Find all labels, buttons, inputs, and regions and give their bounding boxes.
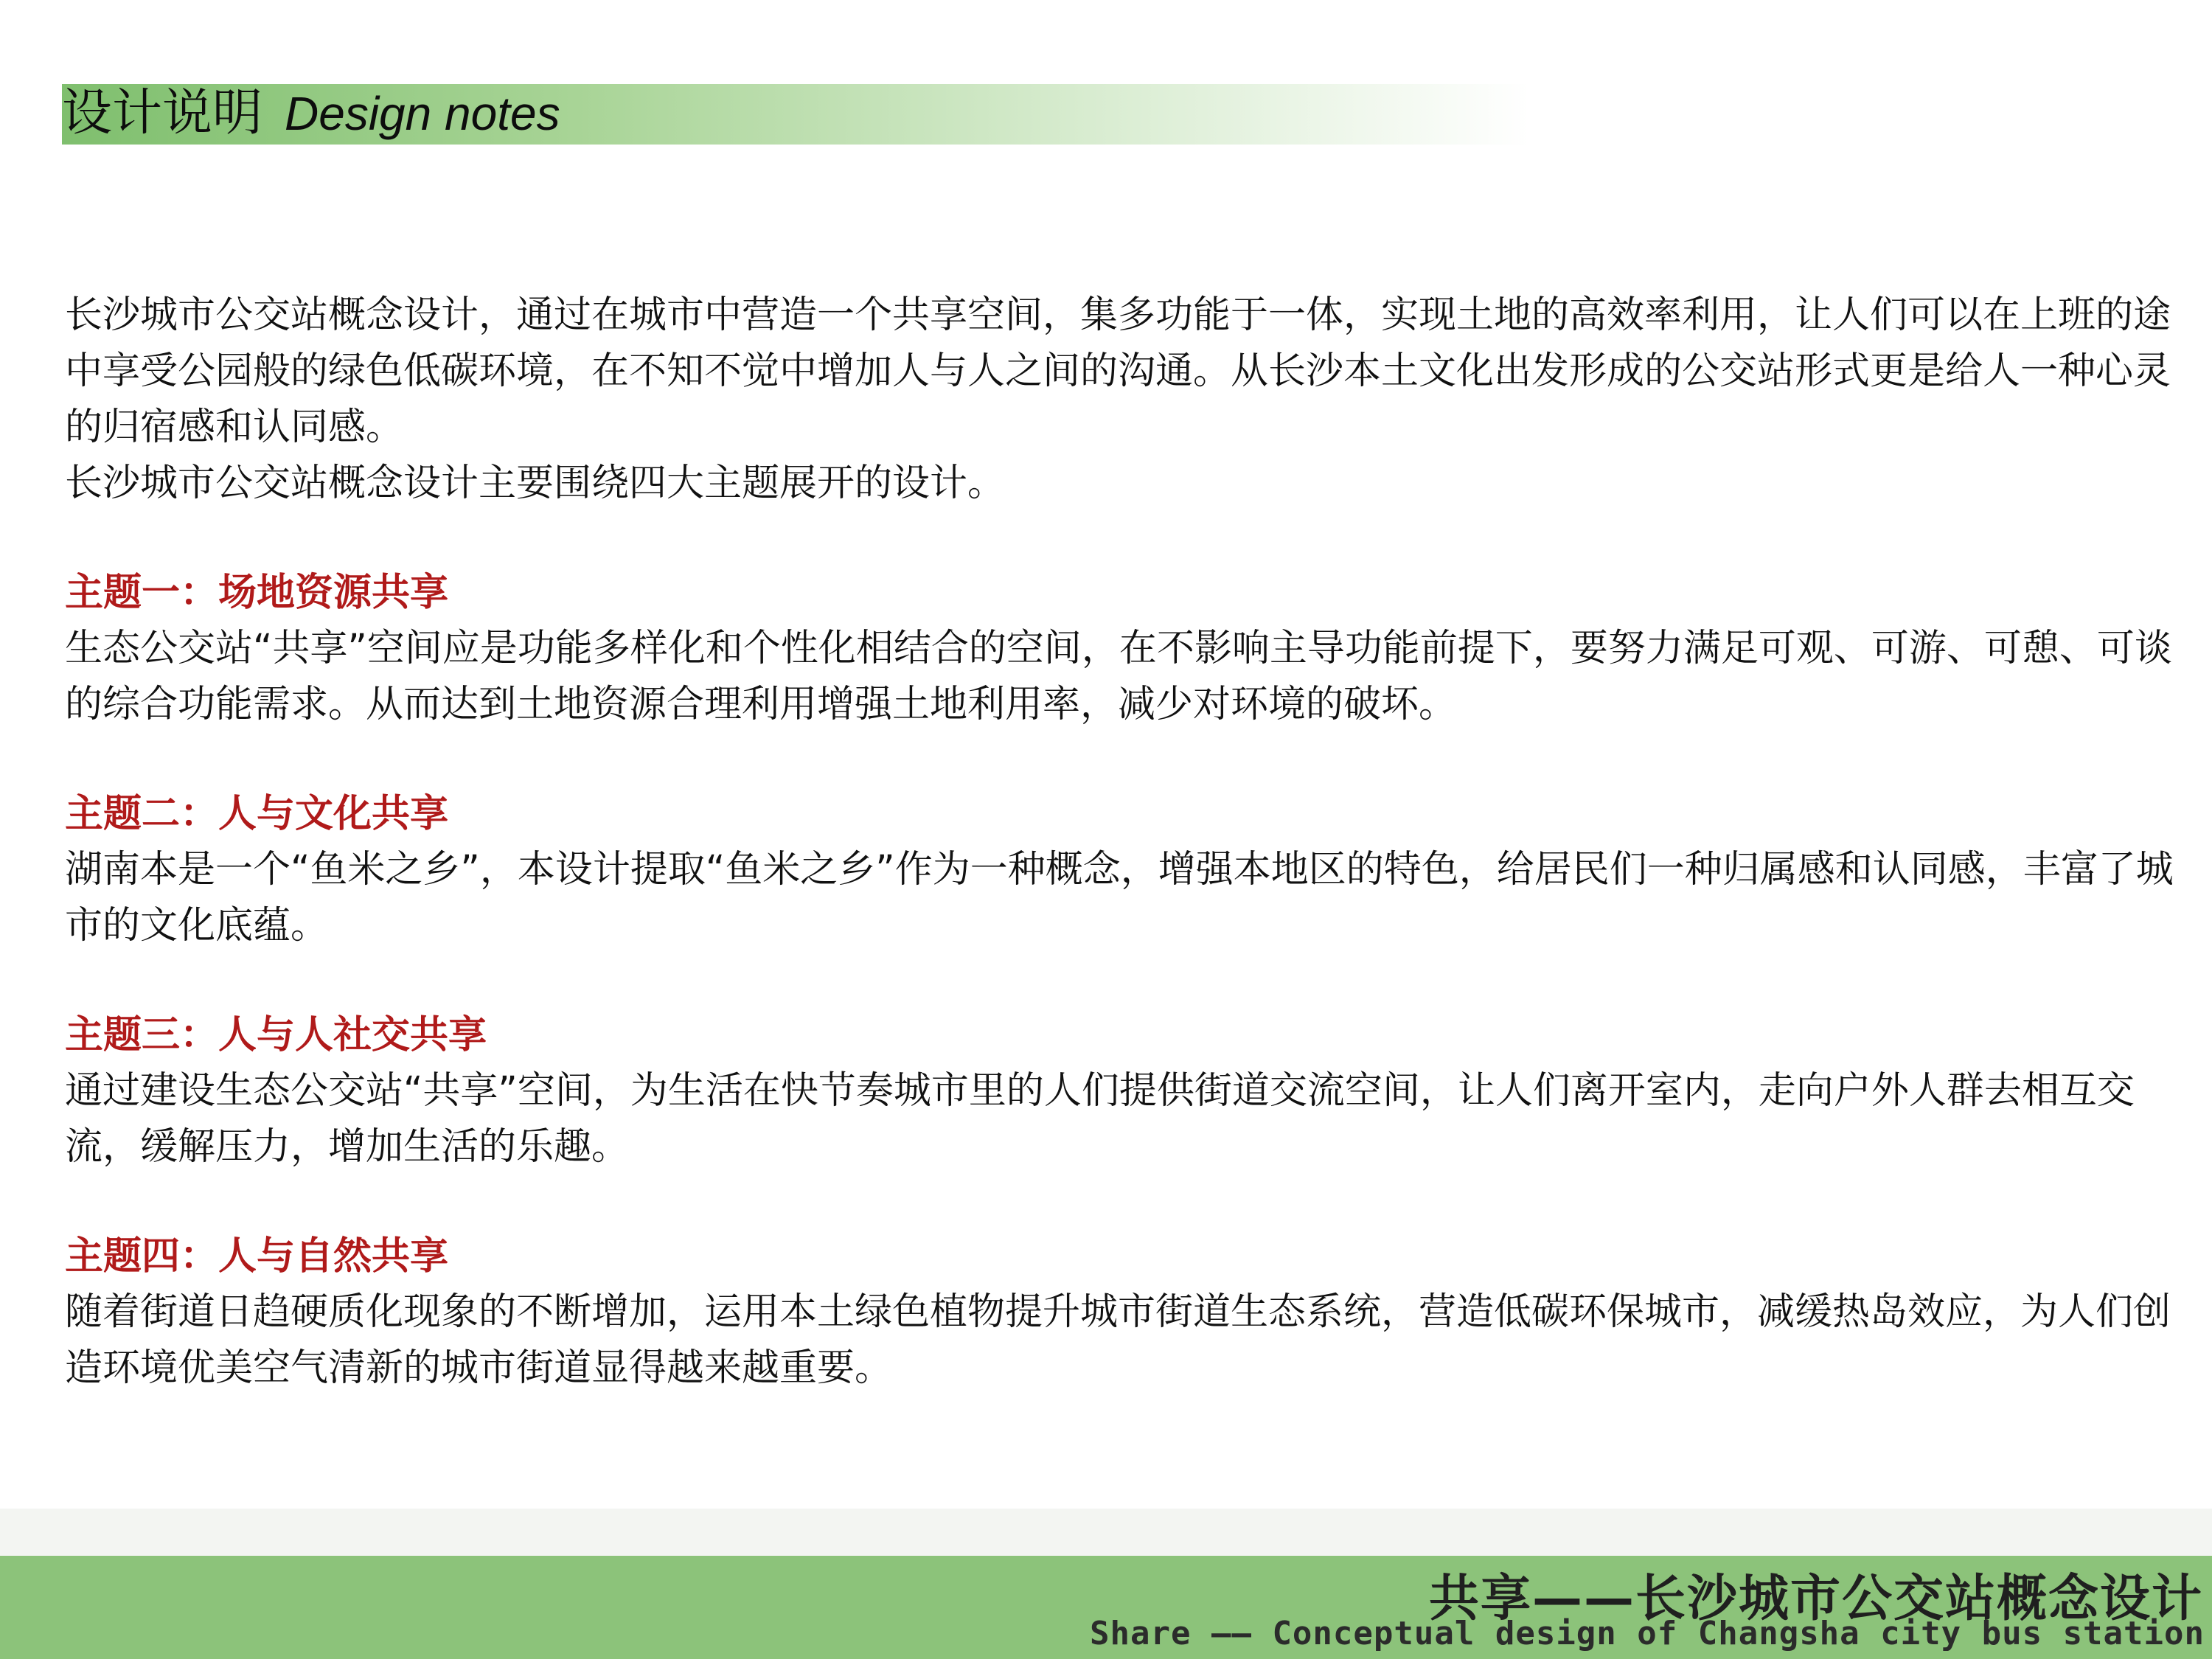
- section-spacer: [65, 1175, 2188, 1228]
- section-spacer: [65, 512, 2188, 565]
- section-spacer: [65, 733, 2188, 786]
- theme-body-1: 生态公交站“共享”空间应是功能多样化和个性化相结合的空间，在不影响主导功能前提下，要努力满足可观、可游、可憩、可谈的综合功能需求。从而达到土地资源合理利用增强土地利用率，减少对环境的破坏。: [65, 627, 2172, 726]
- theme-body-3: 通过建设生态公交站“共享”空间，为生活在快节奏城市里的人们提供街道交流空间，让人们离开室内，走向户外人群去相互交流，缓解压力，增加生活的乐趣。: [65, 1069, 2135, 1169]
- page-title-en: Design notes: [285, 87, 560, 140]
- intro-summary: 长沙城市公交站概念设计主要围绕四大主题展开的设计。: [65, 462, 1006, 505]
- intro-paragraph: 长沙城市公交站概念设计，通过在城市中营造一个共享空间，集多功能于一体，实现土地的高效率利用，让人们可以在上班的途中享受公园般的绿色低碳环境，在不知不觉中增加人与人之间的沟通。从长沙本土文化出发形成的公交站形式更是给人一种心灵的归宿感和认同感。: [65, 293, 2171, 449]
- theme-heading-4: 主题四：人与自然共享: [65, 1234, 449, 1279]
- design-notes-body: [65, 288, 2188, 1397]
- theme-body-2: 湖南本是一个“鱼米之乡”，本设计提取“鱼米之乡”作为一种概念，增强本地区的特色，给居民们一种归属感和认同感，丰富了城市的文化底蕴。: [65, 848, 2174, 947]
- theme-body-4: 随着街道日趋硬质化现象的不断增加，运用本土绿色植物提升城市街道生态系统，营造低碳环保城市，减缓热岛效应，为人们创造环境优美空气清新的城市街道显得越来越重要。: [65, 1290, 2171, 1390]
- theme-heading-2: 主题二：人与文化共享: [65, 792, 449, 836]
- footer-shade: [0, 1509, 2212, 1556]
- theme-heading-1: 主题一：场地资源共享: [65, 571, 449, 615]
- page-title-zh: 设计说明: [62, 84, 263, 142]
- section-spacer: [65, 954, 2188, 1007]
- footer-title-en: Share —— Conceptual design of Changsha city bus station: [1090, 1615, 2205, 1652]
- theme-heading-3: 主题三：人与人社交共享: [65, 1013, 487, 1057]
- footer-title-zh: 共享——长沙城市公交站概念设计: [1428, 1570, 2203, 1628]
- page-title: [62, 83, 560, 145]
